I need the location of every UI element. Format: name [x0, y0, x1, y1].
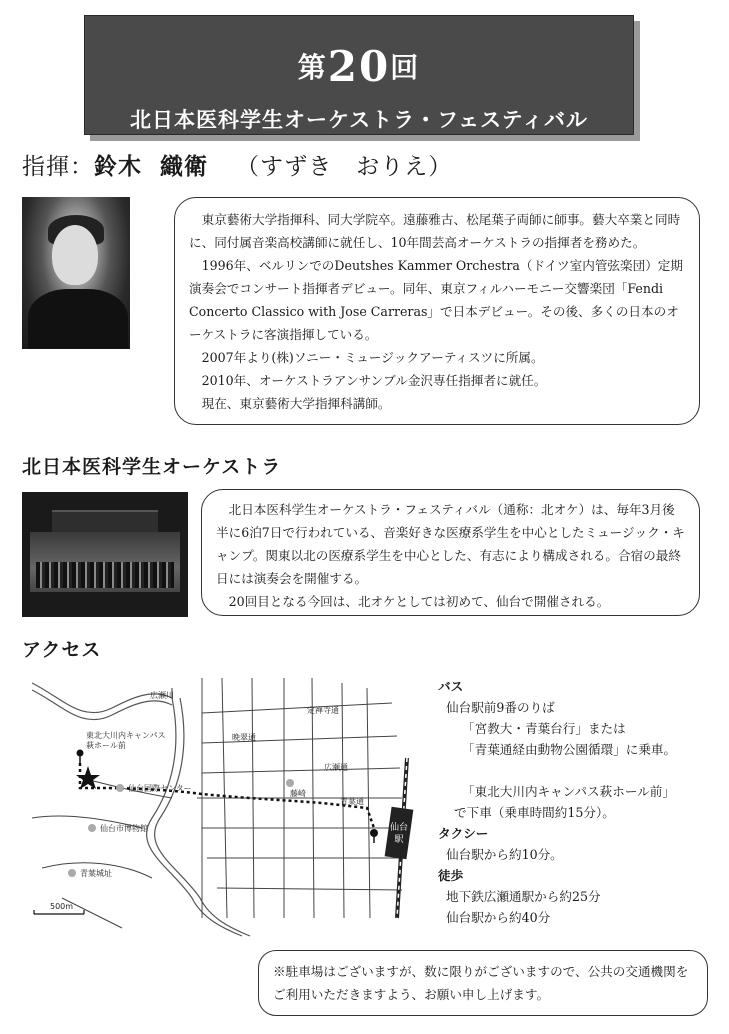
map-label-castle: 青葉城址	[80, 869, 112, 878]
map-label-aoba-dori: 青葉通	[340, 797, 364, 806]
map-label-campus-1: 東北大川内キャンパス	[86, 731, 166, 740]
bio-paragraph: 現在、東京藝術大学指揮科講師。	[201, 396, 391, 411]
map-scale-label: 500m	[50, 902, 74, 911]
title-banner	[84, 15, 634, 135]
access-heading: アクセス	[22, 639, 102, 661]
taxi-line: 仙台駅から約10分。	[446, 847, 563, 862]
bus-line: 「宮教大・青葉台行」または	[462, 721, 626, 736]
orchestra-heading: 北日本医科学生オーケストラ	[22, 456, 282, 478]
orchestra-paragraph: 北日本医科学生オーケストラ・フェスティバル（通称：北オケ）は、毎年3月後半に6泊7日で行われている、音楽好きな医療系学生を中心としたミュージック・キャンプ。関東以北の医療系学生を中心とした、有志により構成される。合宿の最終日には演奏会を開催する。	[216, 502, 685, 586]
walk-label: 徒歩	[438, 868, 464, 883]
conductor-label: 指揮：	[22, 154, 94, 180]
bus-line: 「東北大川内キャンパス萩ホール前」	[462, 784, 675, 799]
edition-title	[85, 42, 633, 91]
conductor-given-name: 織衛	[160, 154, 208, 180]
map-label-jozenji: 定禅寺通	[307, 706, 339, 715]
bio-paragraph: 1996年、ベルリンでのDeutshes Kammer Orchestra（ドイツ室内管弦楽団）定期演奏会でコンサート指揮者デビュー。同年、東京フィルハーモニー交響楽団「Fendi Concerto Classico with Jose Carreras」で日本デビュー。その後、多くの日本のオーケストラに客演指揮している。	[189, 258, 683, 342]
map-label-bansui: 晩翠通	[232, 733, 256, 742]
edition-suffix: 回	[390, 51, 421, 84]
conductor-photo	[22, 197, 130, 349]
map-label-station-1: 仙台	[389, 823, 409, 833]
bus-line: 仙台駅前9番のりば	[446, 700, 555, 715]
bio-paragraph: 2010年、オーケストラアンサンブル金沢専任指揮者に就任。	[201, 373, 547, 388]
edition-prefix: 第	[297, 51, 328, 84]
bio-paragraph: 2007年より(株)ソニー・ミュージックアーティスツに所属。	[201, 350, 544, 365]
map-label-hirosegawa-river: 広瀬川	[150, 691, 174, 700]
access-map	[22, 668, 422, 938]
orchestra-text-box	[201, 489, 700, 616]
map-label-fujisaki: 藤崎	[290, 789, 306, 798]
bio-paragraph: 東京藝術大学指揮科、同大学院卒。遠藤雅古、松尾葉子両師に師事。藝大卒業と同時に、同付属音楽高校講師に就任し、10年間芸高オーケストラの指揮者を務めた。	[189, 212, 681, 250]
orchestra-photo	[22, 492, 188, 617]
bus-line: で下車（乗車時間約15分）。	[454, 805, 615, 820]
conductor-heading	[22, 148, 452, 181]
taxi-label: タクシー	[438, 826, 489, 841]
map-label-campus-2: 萩ホール前	[86, 741, 126, 750]
walk-line: 仙台駅から約40分	[446, 910, 551, 925]
bus-line: 「青葉通経由動物公園循環」に乗車。	[462, 742, 677, 757]
parking-notice: ※駐車場はございますが、数に限りがございますので、公共の交通機関をご利用いただきますよう、お願い申し上げます。	[258, 950, 708, 1016]
map-label-museum: 仙台市博物館	[100, 824, 148, 833]
conductor-bio-box	[174, 197, 700, 425]
edition-number: 20	[327, 42, 391, 91]
bus-label: バス	[438, 679, 464, 694]
conductor-family-name: 鈴木	[94, 154, 142, 180]
conductor-reading: （すずき おりえ）	[236, 154, 453, 180]
festival-title: 北日本医科学生オーケストラ・フェスティバル	[129, 108, 588, 132]
map-label-station-2: 駅	[394, 835, 404, 845]
map-label-hirose-dori: 広瀬通	[324, 763, 348, 772]
access-info	[438, 676, 688, 928]
orchestra-paragraph: 20回目となる今回は、北オケとしては初めて、仙台で開催される。	[228, 594, 610, 609]
walk-line: 地下鉄広瀬通駅から約25分	[446, 889, 601, 904]
map-label-kokusai: 仙台国際センター	[128, 784, 192, 793]
